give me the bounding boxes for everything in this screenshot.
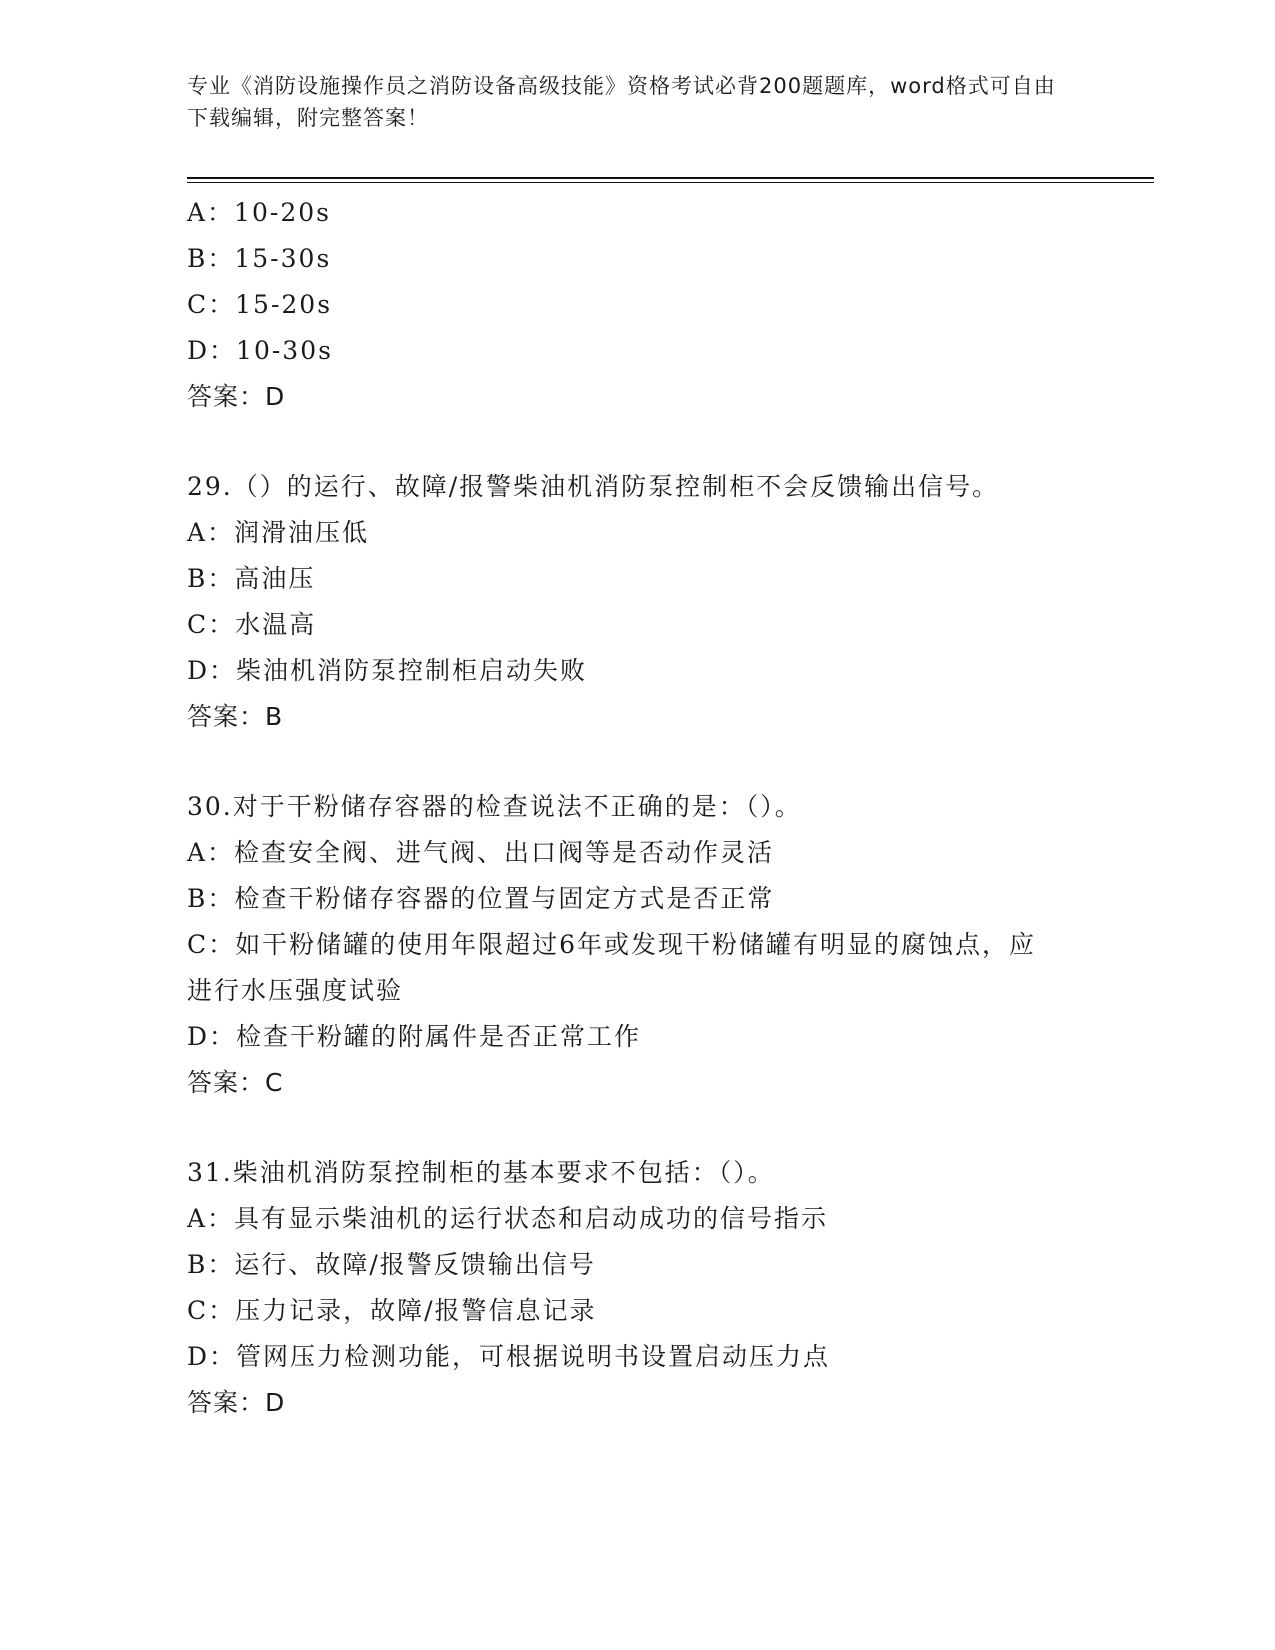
document-header: 专业《消防设施操作员之消防设备高级技能》资格考试必背200题题库，word格式可自由下载编辑，附完整答案！ bbox=[187, 74, 1056, 130]
answer-line: 答案：B bbox=[187, 702, 284, 731]
option-d: D：管网压力检测功能，可根据说明书设置启动压力点 bbox=[187, 1342, 831, 1371]
question-text: 30.对于干粉储存容器的检查说法不正确的是：（）。 bbox=[187, 792, 802, 821]
option-a: A：具有显示柴油机的运行状态和启动成功的信号指示 bbox=[187, 1204, 829, 1233]
option-c: C：压力记录，故障/报警信息记录 bbox=[187, 1296, 597, 1325]
question-text: 29.（）的运行、故障/报警柴油机消防泵控制柜不会反馈输出信号。 bbox=[187, 472, 1000, 501]
option-b: B：15-30s bbox=[187, 244, 332, 273]
header-divider-thick bbox=[187, 177, 1154, 179]
question-text: 31.柴油机消防泵控制柜的基本要求不包括：（）。 bbox=[187, 1158, 775, 1187]
option-a: A：10-20s bbox=[187, 198, 331, 227]
answer-line: 答案：D bbox=[187, 1388, 286, 1417]
question-block-30 bbox=[187, 784, 1087, 1106]
option-d: D：柴油机消防泵控制柜启动失败 bbox=[187, 656, 588, 685]
header-divider-thin bbox=[187, 182, 1154, 183]
option-c: C：水温高 bbox=[187, 610, 317, 639]
answer-line: 答案：C bbox=[187, 1068, 284, 1097]
option-b: B：检查干粉储存容器的位置与固定方式是否正常 bbox=[187, 884, 775, 913]
question-block-prev bbox=[187, 190, 1087, 420]
option-c: C：如干粉储罐的使用年限超过6年或发现干粉储罐有明显的腐蚀点，应进行水压强度试验 bbox=[187, 930, 1037, 1005]
option-c: C：15-20s bbox=[187, 290, 333, 319]
answer-line: 答案：D bbox=[187, 382, 286, 411]
option-d: D：检查干粉罐的附属件是否正常工作 bbox=[187, 1022, 642, 1051]
option-d: D：10-30s bbox=[187, 336, 333, 365]
option-a: A：润滑油压低 bbox=[187, 518, 370, 547]
question-block-31 bbox=[187, 1150, 1087, 1426]
option-b: B：高油压 bbox=[187, 564, 316, 593]
option-b: B：运行、故障/报警反馈输出信号 bbox=[187, 1250, 596, 1279]
question-list bbox=[187, 190, 1087, 1426]
question-block-29 bbox=[187, 464, 1087, 740]
option-a: A：检查安全阀、进气阀、出口阀等是否动作灵活 bbox=[187, 838, 775, 867]
